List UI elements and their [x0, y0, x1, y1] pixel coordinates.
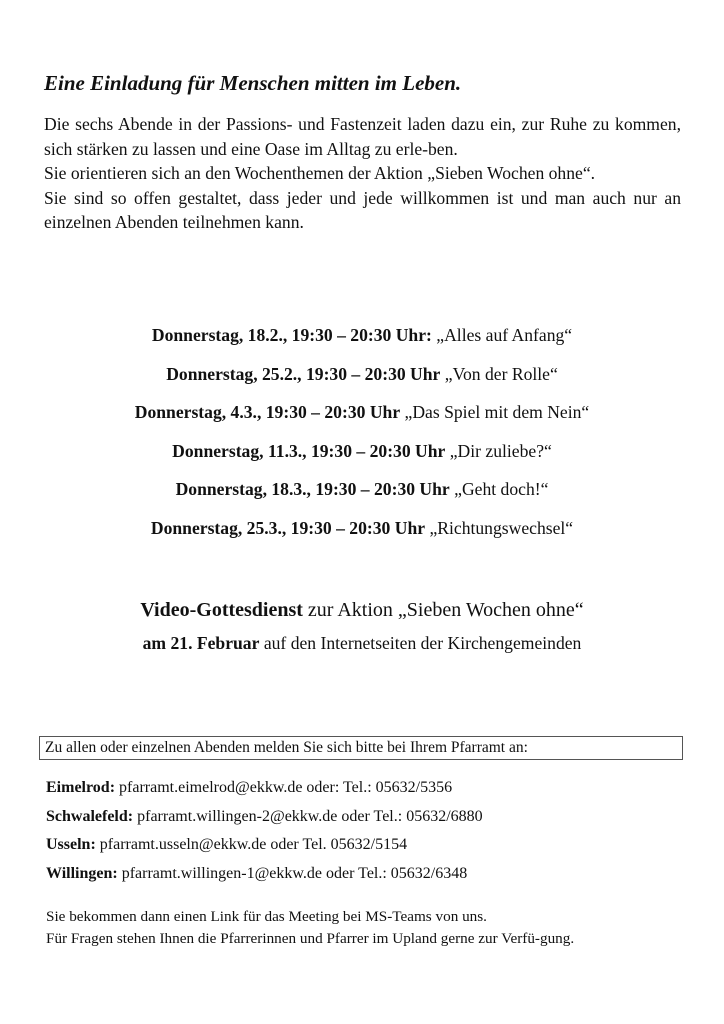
schedule-date-time: Donnerstag, 25.2., 19:30 – 20:30 Uhr [166, 363, 441, 384]
schedule-date-time: Donnerstag, 11.3., 19:30 – 20:30 Uhr [172, 440, 446, 461]
contact-parish: Eimelrod: [46, 779, 116, 796]
video-service-date-line [0, 629, 724, 657]
contact-item [46, 775, 686, 804]
footer-note [46, 906, 682, 949]
contact-parish: Willingen: [46, 864, 118, 882]
video-service-location: auf den Internetseiten der Kirchengemeinden [263, 633, 582, 653]
schedule-topic: „Dir zuliebe?“ [449, 440, 552, 461]
schedule-item [0, 474, 724, 513]
schedule-item [0, 359, 724, 398]
footer-paragraph: Für Fragen stehen Ihnen die Pfarrerinnen und Pfarrer im Upland gerne zur Verfü-gung. [46, 929, 575, 947]
schedule-date-time: Donnerstag, 25.3., 19:30 – 20:30 Uhr [150, 517, 426, 538]
contact-details: pfarramt.willingen-2@ekkw.de oder Tel.: 05632/6880 [137, 807, 483, 825]
evening-schedule [0, 320, 724, 551]
schedule-topic: „Das Spiel mit dem Nein“ [404, 402, 590, 422]
schedule-item [0, 397, 724, 436]
contact-details: pfarramt.willingen-1@ekkw.de oder Tel.: 05632/6348 [121, 864, 468, 882]
contact-details: pfarramt.eimelrod@ekkw.de oder: Tel.: 05632/5356 [119, 779, 453, 796]
intro-text [44, 112, 681, 235]
schedule-date-time: Donnerstag, 4.3., 19:30 – 20:30 Uhr [134, 402, 401, 422]
schedule-date-time: Donnerstag, 18.3., 19:30 – 20:30 Uhr [175, 479, 450, 499]
intro-paragraph: Sie orientieren sich an den Wochenthemen der Aktion „Sieben Wochen ohne“. [44, 163, 596, 183]
video-service-date: am 21. Februar [142, 633, 260, 653]
contact-item [46, 861, 686, 890]
schedule-item [0, 513, 724, 552]
schedule-topic: „Alles auf Anfang“ [436, 325, 573, 345]
contact-parish: Usseln: [46, 836, 96, 853]
invitation-heading: Eine Einladung für Menschen mitten im Leben. [44, 71, 462, 95]
video-service-subtitle: zur Aktion „Sieben Wochen ohne“ [307, 599, 584, 621]
schedule-item [0, 320, 724, 359]
parish-contact-list [46, 775, 686, 889]
contact-parish: Schwalefeld: [46, 807, 134, 825]
schedule-topic: „Geht doch!“ [454, 479, 549, 499]
contact-details: pfarramt.usseln@ekkw.de oder Tel. 05632/5154 [99, 836, 408, 853]
schedule-date-time: Donnerstag, 18.2., 19:30 – 20:30 Uhr: [151, 325, 432, 345]
intro-paragraph: Sie sind so offen gestaltet, dass jeder und jede willkommen ist und man auch nur an einzelnen Abenden teilnehmen kann. [44, 187, 681, 232]
schedule-topic: „Richtungswechsel“ [429, 517, 574, 538]
video-service-line [0, 596, 724, 624]
schedule-topic: „Von der Rolle“ [444, 363, 558, 384]
intro-paragraph: Die sechs Abende in der Passions- und Fastenzeit laden dazu ein, zur Ruhe zu kommen, sich stärken zu lassen und eine Oase im Alltag zu erle-ben. [44, 114, 681, 159]
video-service-announcement [0, 596, 724, 657]
video-service-title: Video-Gottesdienst [140, 599, 303, 621]
contact-item [46, 804, 686, 833]
contact-item [46, 832, 686, 861]
footer-paragraph: Sie bekommen dann einen Link für das Meeting bei MS-Teams von uns. [46, 908, 487, 925]
registration-note-box: Zu allen oder einzelnen Abenden melden Sie sich bitte bei Ihrem Pfarramt an: [39, 736, 683, 760]
schedule-item [0, 436, 724, 475]
